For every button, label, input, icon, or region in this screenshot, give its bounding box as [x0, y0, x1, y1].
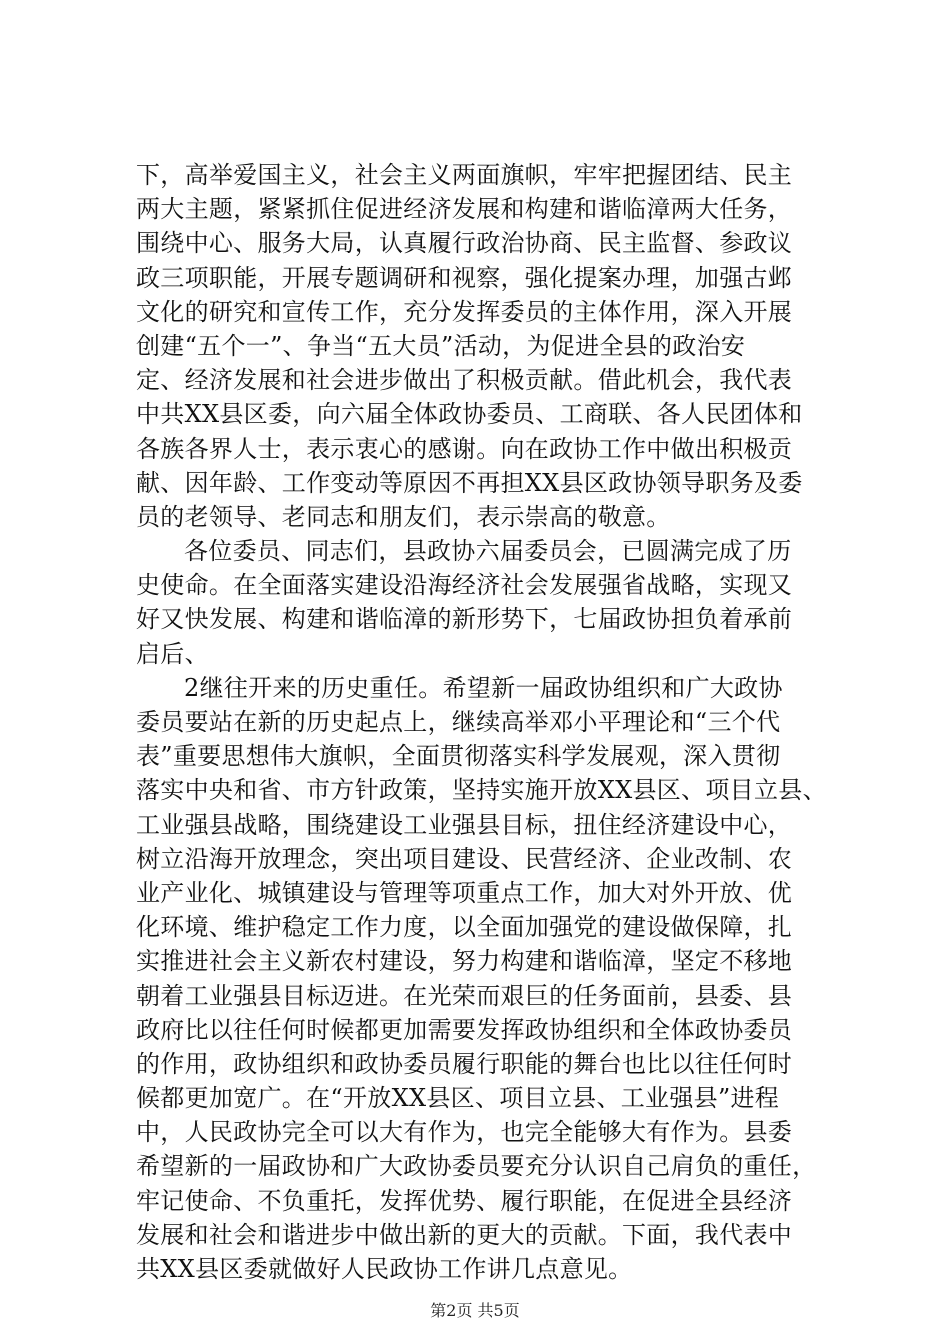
text-line: 工业强县战略，围绕建设工业强县目标，扭住经济建设中心， [136, 810, 793, 839]
text-line: 员的老领导、老同志和朋友们，表示崇高的敬意。 [136, 502, 671, 531]
text-line: 围绕中心、服务大局，认真履行政治协商、民主监督、参政议 [136, 229, 793, 258]
text-line: 共XX县区委就做好人民政协工作讲几点意见。 [136, 1255, 633, 1283]
text-line: 两大主题，紧紧抓住促进经济发展和构建和谐临漳两大任务， [136, 195, 793, 224]
text-line: 实推进社会主义新农村建设，努力构建和谐临漳，坚定不移地 [136, 947, 793, 976]
text-line: 政府比以往任何时候都更加需要发挥政协组织和全体政协委员 [136, 1015, 793, 1044]
text-line: 史使命。在全面落实建设沿海经济社会发展强省战略，实现又 [136, 571, 793, 600]
text-line: 中共XX县区委，向六届全体政协委员、工商联、各人民团体和 [136, 400, 803, 429]
text-line: 好又快发展、构建和谐临漳的新形势下，七届政协担负着承前 [136, 605, 793, 634]
text-line: 希望新的一届政协和广大政协委员要充分认识自己肩负的重任， [136, 1152, 817, 1181]
text-line: 文化的研究和宣传工作，充分发挥委员的主体作用，深入开展 [136, 297, 793, 326]
text-line: 候都更加宽广。在“开放XX县区、项目立县、工业强县”进程 [136, 1084, 780, 1113]
text-line: 的作用，政协组织和政协委员履行职能的舞台也比以往任何时 [136, 1049, 793, 1078]
text-line: 朝着工业强县目标迈进。在光荣而艰巨的任务面前，县委、县 [136, 981, 793, 1010]
text-line: 业产业化、城镇建设与管理等项重点工作，加大对外开放、优 [136, 878, 793, 907]
page-footer: 第2页 共5页 [430, 1301, 520, 1320]
text-line: 化环境、维护稳定工作力度，以全面加强党的建设做保障，扎 [136, 913, 793, 942]
text-line: 落实中央和省、市方针政策，坚持实施开放XX县区、项目立县、 [136, 776, 827, 805]
text-line: 定、经济发展和社会进步做出了积极贡献。借此机会，我代表 [136, 366, 793, 395]
text-line: 2继往开来的历史重任。希望新一届政协组织和广大政协 [184, 673, 783, 702]
text-line: 下，高举爱国主义，社会主义两面旗帜，牢牢把握团结、民主 [136, 161, 793, 189]
text-line: 发展和社会和谐进步中做出新的更大的贡献。下面，我代表中 [136, 1220, 793, 1249]
text-line: 启后、 [136, 639, 209, 668]
text-line: 委员要站在新的历史起点上，继续高举邓小平理论和“三个代 [136, 708, 781, 736]
text-line: 表”重要思想伟大旗帜，全面贯彻落实科学发展观，深入贯彻 [136, 742, 781, 771]
text-line: 各位委员、同志们，县政协六届委员会，已圆满完成了历 [184, 537, 792, 566]
text-line: 政三项职能，开展专题调研和视察，强化提案办理，加强古邺 [136, 263, 793, 292]
text-line: 中，人民政协完全可以大有作为，也完全能够大有作为。县委 [136, 1118, 793, 1147]
text-line: 牢记使命、不负重托，发挥优势、履行职能，在促进全县经济 [136, 1186, 793, 1215]
text-line: 献、因年龄、工作变动等原因不再担XX县区政协领导职务及委 [136, 468, 803, 497]
text-line: 树立沿海开放理念，突出项目建设、民营经济、企业改制、农 [136, 844, 793, 873]
body-text [136, 158, 836, 1286]
text-line: 创建“五个一”、争当“五大员”活动，为促进全县的政治安 [136, 331, 746, 360]
text-line: 各族各界人士，表示衷心的感谢。向在政协工作中做出积极贡 [136, 434, 793, 463]
